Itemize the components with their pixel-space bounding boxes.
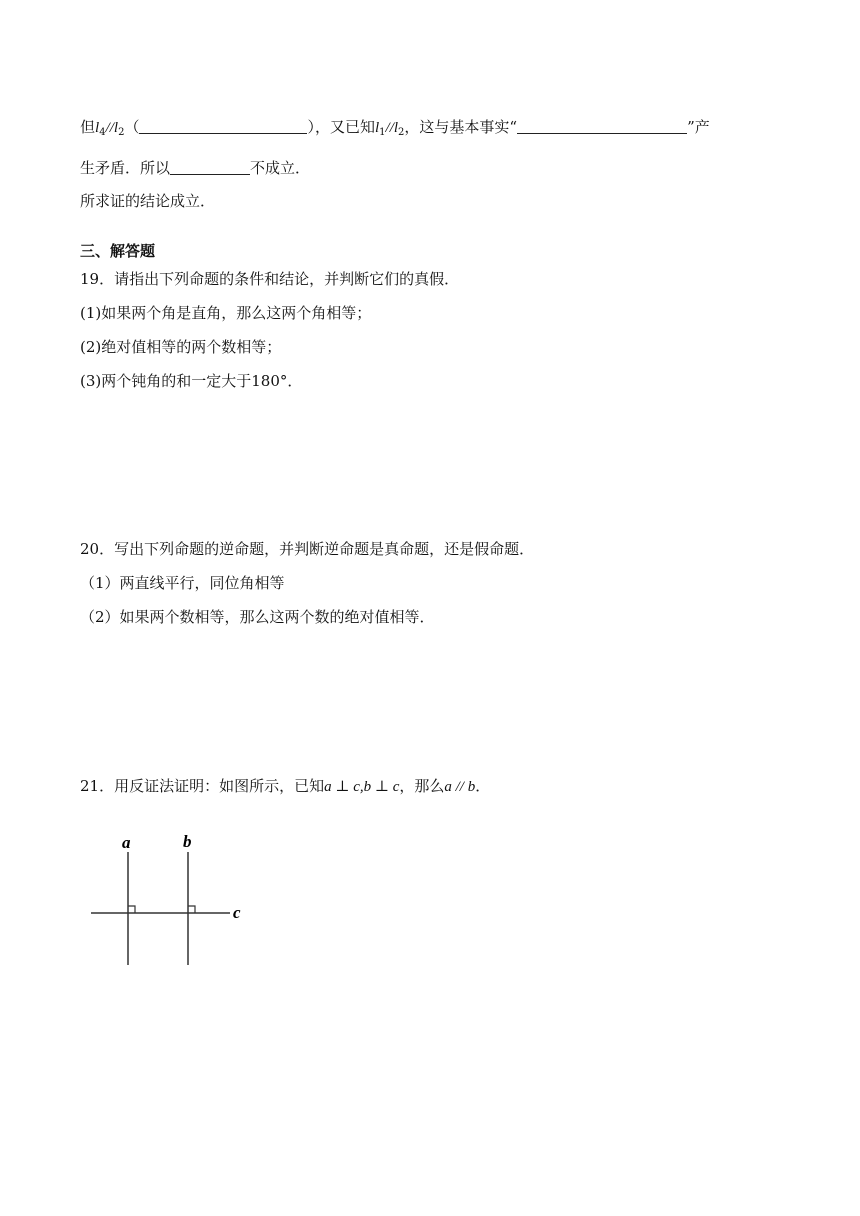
proof-line-2 [80,158,310,178]
sub-2: 2 [118,127,125,138]
var-l2b: l [393,120,399,136]
label-c: c [233,903,241,922]
blank-assumption[interactable] [170,159,250,175]
text-end-quote: ”产 [687,118,710,136]
q21-mid: ，那么 [399,777,445,795]
q21-end: ． [475,777,491,795]
q20-stem: 20．写出下列命题的逆命题，并判断逆命题是真命题，还是假命题． [80,540,535,558]
q19-item-2: (2)绝对值相等的两个数相等； [80,338,282,356]
text-line2-after: 不成立． [250,159,311,177]
label-a: a [122,833,131,852]
q20-item-2: （2）如果两个数相等，那么这两个数的绝对值相等． [80,608,435,626]
section-heading: 三、解答题 [80,242,156,260]
proof-line-3: 所求证的结论成立． [80,192,216,210]
text-dan: 但 [80,118,96,136]
parallel-symbol: // [105,120,114,136]
right-angle-mark-a [128,906,135,913]
right-angle-mark-b [188,906,195,913]
q21-condition: a ⊥ c,b ⊥ c [324,779,400,795]
proof-line-1 [80,117,710,143]
var-l4: l [95,120,100,136]
parallel-symbol-2: // [385,120,394,136]
blank-reason[interactable] [139,118,307,134]
q19-item-3: (3)两个钝角的和一定大于180°． [80,372,303,390]
var-l1: l [374,120,380,136]
sub-2b: 2 [398,127,405,138]
text-mid: ，这与基本事实“ [404,118,518,136]
blank-basic-fact[interactable] [517,118,687,134]
sub-1: 1 [379,127,386,138]
q21-stem [80,776,490,797]
sub-4: 4 [99,127,106,138]
perpendicular-lines-figure [85,830,265,970]
q19-item-1: (1)如果两个角是直角，那么这两个角相等； [80,304,372,322]
label-b: b [183,832,192,851]
q19-stem: 19．请指出下列命题的条件和结论，并判断它们的真假． [80,270,460,288]
text-close-paren: ），又已知 [307,118,375,136]
open-paren: （ [124,118,140,136]
q21-prefix: 21．用反证法证明：如图所示，已知 [80,777,325,795]
text-line2-before: 生矛盾．所以 [80,159,171,177]
var-l2: l [113,120,119,136]
q20-item-1: （1）两直线平行，同位角相等 [80,574,285,592]
q21-conclusion: a // b [444,779,476,795]
